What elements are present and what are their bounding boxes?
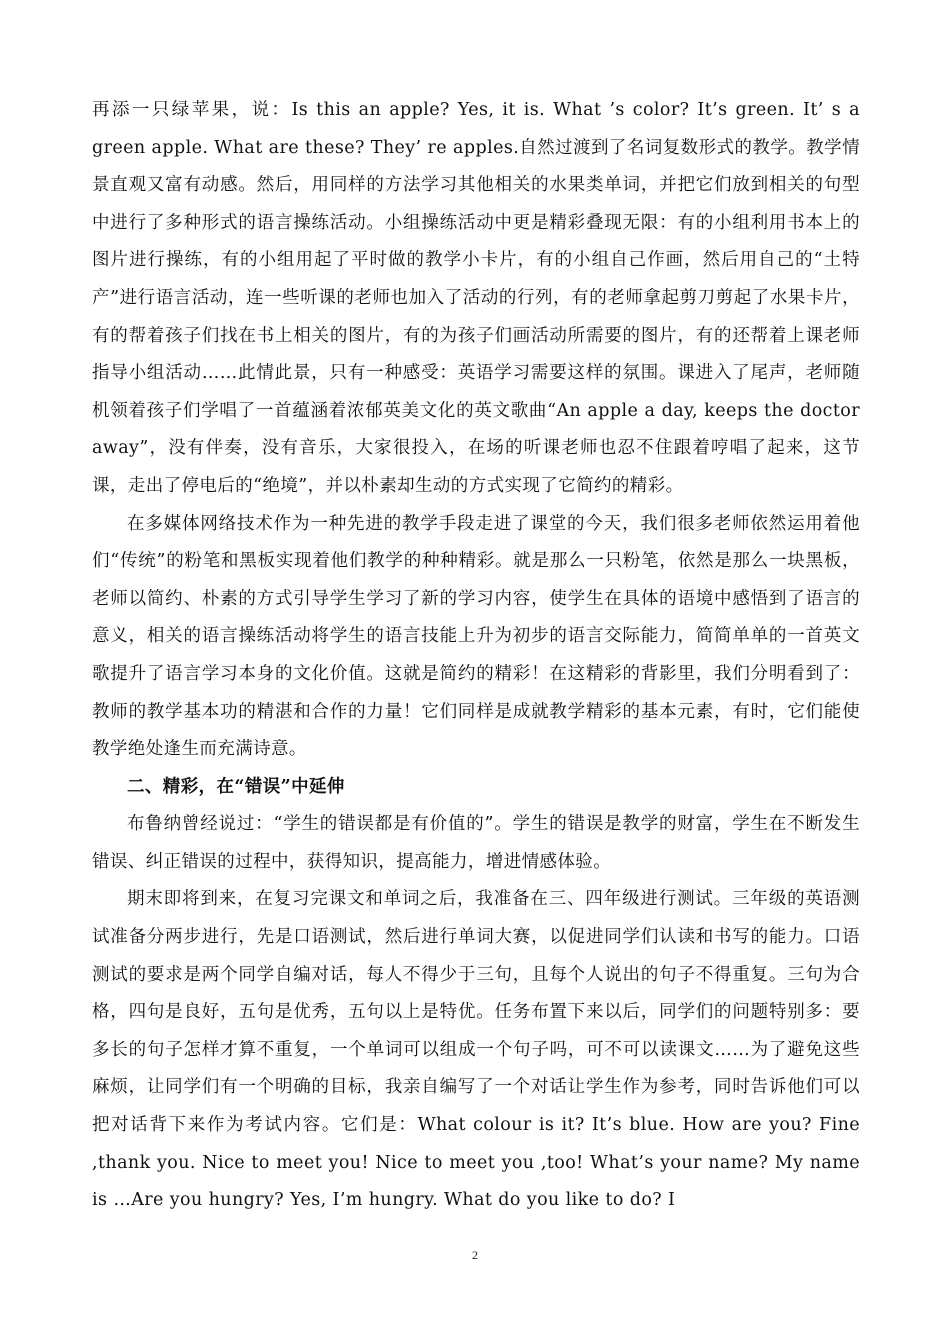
document-body <box>92 92 860 1220</box>
page-number: 2 <box>472 1248 478 1262</box>
section-heading: 二、精彩，在“错误”中延伸 <box>127 776 345 797</box>
paragraph-final-exam: 期末即将到来，在复习完课文和单词之后，我准备在三、四年级进行测试。三年级的英语测试准备分两步进行，先是口语测试，然后进行单词大赛，以促进同学们认读和书写的能力。口语测试的要求是两个同学自编对话，每人不得少于三句，且每个人说出的句子不得重复。三句为合格，四句是良好，五句是优秀，五句以上是特优。任务布置下来以后，同学们的问题特别多：要多长的句子怎样才算不重复，一个单词可以组成一个句子吗，可不可以读课文……为了避免这些麻烦，让同学们有一个明确的目标，我亲自编写了一个对话让学生作为参考，同时告诉他们可以把对话背下来作为考试内容。它们是：What colour is it? It’s blue. How are you? Fine ,thank you. Nice to meet you! Nice to meet you ,too! What’s your name? My name is …Are you hungry? Yes, I’m hungry. What do you like to do? I <box>92 889 860 1211</box>
paragraph-bruner-quote: 布鲁纳曾经说过：“学生的错误都是有价值的”。学生的错误是教学的财富，学生在不断发生错误、纠正错误的过程中，获得知识，提高能力，增进情感体验。 <box>92 814 860 872</box>
paragraph-continuation: 再添一只绿苹果，说：Is this an apple? Yes, it is. What ’s color? It’s green. It’ s a green apple. What are these? They’ re apples.自然过渡到了名词复数形式的教学。教学情景直观又富有动感。然后，用同样的方法学习其他相关的水果类单词，并把它们放到相关的句型中进行了多种形式的语言操练活动。小组操练活动中更是精彩叠现无限：有的小组利用书本上的图片进行操练，有的小组用起了平时做的教学小卡片，有的小组自己作画，然后用自己的“土特产”进行语言活动，连一些听课的老师也加入了活动的行列，有的老师拿起剪刀剪起了水果卡片，有的帮着孩子们找在书上相关的图片，有的为孩子们画活动所需要的图片，有的还帮着上课老师指导小组活动……此情此景，只有一种感受：英语学习需要这样的氛围。课进入了尾声，老师随机领着孩子们学唱了一首蕴涵着浓郁英美文化的英文歌曲“An apple a day, keeps the doctor away”，没有伴奏，没有音乐，大家很投入，在场的听课老师也忍不住跟着哼唱了起来，这节课，走出了停电后的“绝境”，并以朴素却生动的方式实现了它简约的精彩。 <box>92 100 860 496</box>
paragraph-multimedia: 在多媒体网络技术作为一种先进的教学手段走进了课堂的今天，我们很多老师依然运用着他们“传统”的粉笔和黑板实现着他们教学的种种精彩。就是那么一只粉笔，依然是那么一块黑板，老师以简约、朴素的方式引导学生学习了新的学习内容，使学生在具体的语境中感悟到了语言的意义，相关的语言操练活动将学生的语言技能上升为初步的语言交际能力，简简单单的一首英文歌提升了语言学习本身的文化价值。这就是简约的精彩！在这精彩的背影里，我们分明看到了：教师的教学基本功的精湛和合作的力量！它们同样是成就教学精彩的基本元素，有时，它们能使教学绝处逢生而充满诗意。 <box>92 513 860 760</box>
